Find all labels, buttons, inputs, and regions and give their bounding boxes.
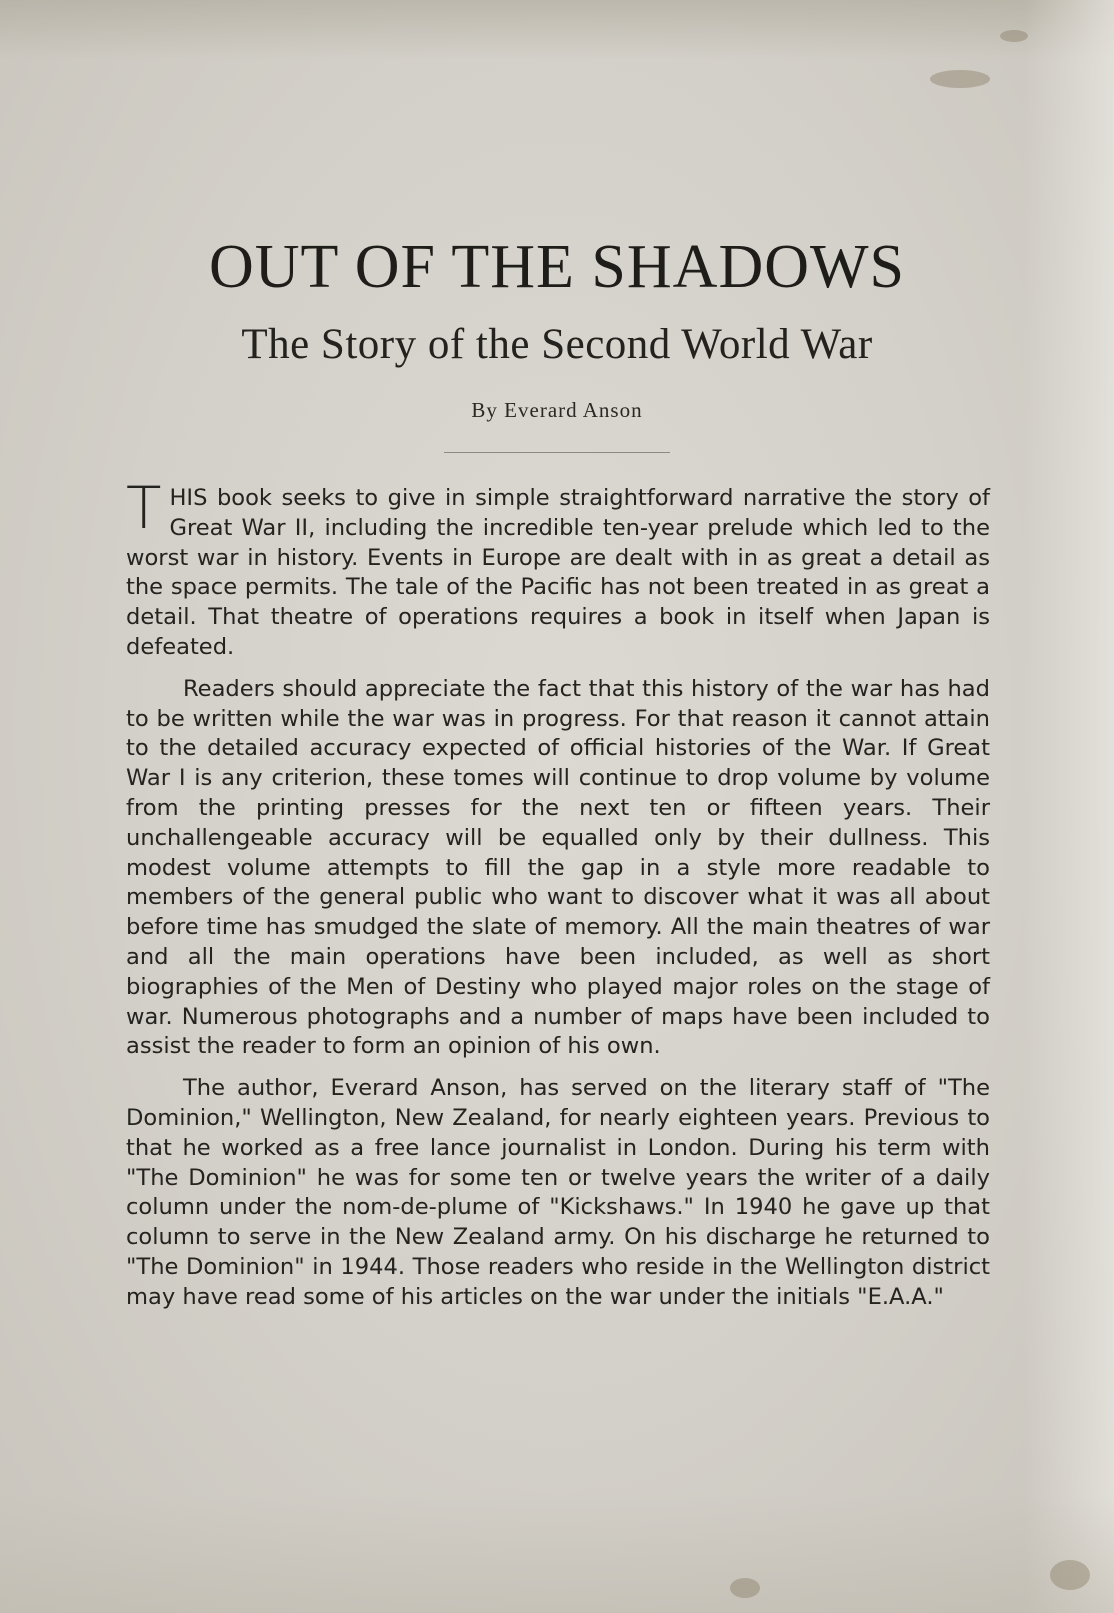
author-byline: By Everard Anson xyxy=(471,398,643,422)
stain-mark xyxy=(1000,30,1028,42)
paragraph-author: The author, Everard Anson, has served on the literary staff of "The Dominion," Wellington, New Zealand, for nearly eighteen years. Previous to that he worked as a free lance journalist in London. During his term with "The Dominion" he was for some ten or twelve years the writer of a daily column under the nom-de-plume of "Kickshaws." In 1940 he gave up that column to serve in the New Zealand army. On his discharge he returned to "The Dominion" in 1944. Those readers who reside in the Wellington district may have read some of his articles on the war under the initials "E.A.A." xyxy=(126,1075,990,1310)
blurb-text xyxy=(126,474,990,1325)
stain-mark xyxy=(930,70,990,88)
paragraph-intro-text: HIS book seeks to give in simple straightforward narrative the story of Great War II, including the incredible ten-year prelude which led to the worst war in history. Events in Europe are dealt with in as great a detail as the space permits. The tale of the Pacific has not been treated in as great a detail. That theatre of operations requires a book in itself when Japan is defeated. xyxy=(126,485,990,660)
book-subtitle: The Story of the Second World War xyxy=(241,321,873,368)
drop-cap: T xyxy=(126,474,162,542)
stain-mark xyxy=(1050,1560,1090,1590)
divider-rule xyxy=(444,452,670,453)
aged-bottom-edge xyxy=(0,1493,1114,1613)
paragraph-readers: Readers should appreciate the fact that this history of the war has had to be written while the war was in progress. For that reason it cannot attain to the detailed accuracy expected of official histories of the War. If Great War I is any criterion, these tomes will continue to drop volume by volume from the printing presses for the next ten or fifteen years. Their unchallengeable accuracy will be equalled only by their dullness. This modest volume attempts to fill the gap in a style more readable to members of the general public who want to discover what it was all about before time has smudged the slate of memory. All the main theatres of war and all the main operations have been included, as well as short biographies of the Men of Destiny who played major roles on the stage of war. Numerous photographs and a number of maps have been included to assist the reader to form an opinion of his own. xyxy=(126,675,990,1060)
paragraph-intro xyxy=(126,474,990,663)
stain-mark xyxy=(730,1578,760,1598)
book-title: OUT OF THE SHADOWS xyxy=(208,233,906,301)
aged-top-edge xyxy=(0,0,1114,60)
